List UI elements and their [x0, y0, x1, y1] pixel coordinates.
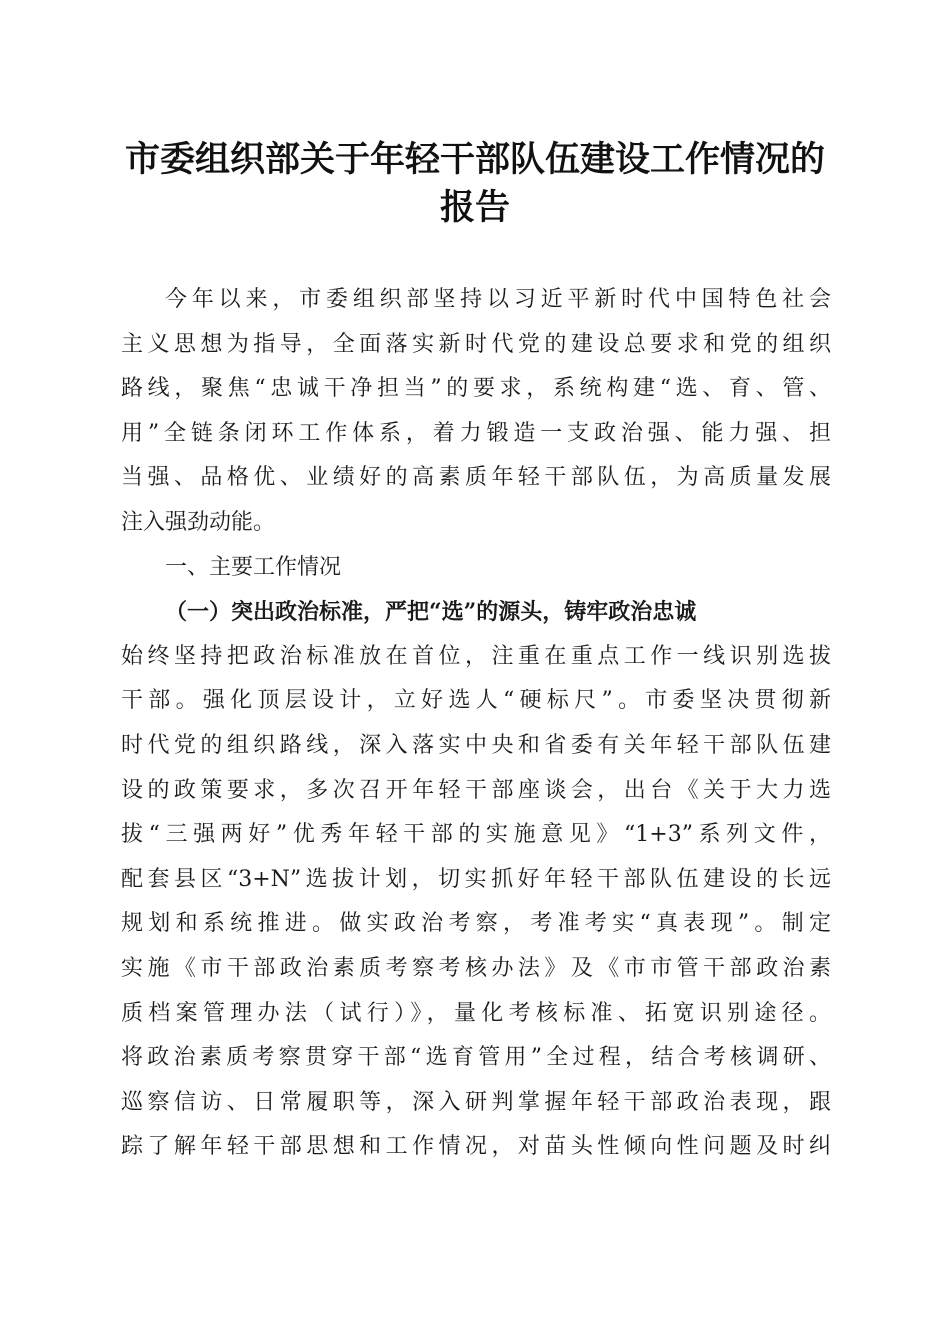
intro-line: 用”全链条闭环工作体系，着力锻造一支政治强、能力强、担 [121, 420, 831, 446]
section-heading: 一、主要工作情况 [165, 554, 342, 580]
paragraph-line: 质档案管理办法（试行）》，量化考核标准、拓宽识别途径。 [121, 1000, 831, 1026]
paragraph-line: 踪了解年轻干部思想和工作情况，对苗头性倾向性问题及时纠 [121, 1134, 831, 1160]
title-line-1: 市委组织部关于年轻干部队伍建设工作情况的 [124, 139, 825, 180]
paragraph-line: 实施《市干部政治素质考察考核办法》及《市市管干部政治素 [121, 955, 831, 981]
intro-line: 当强、品格优、业绩好的高素质年轻干部队伍，为高质量发展 [121, 465, 831, 491]
paragraph-line: 时代党的组织路线，深入落实中央和省委有关年轻干部队伍建 [121, 732, 831, 758]
intro-line: 今年以来，市委组织部坚持以习近平新时代中国特色社会 [165, 287, 831, 312]
paragraph-line: 规划和系统推进。做实政治考察，考准考实“真表现”。制定 [121, 911, 831, 937]
subsection-heading: （一）突出政治标准，严把“选”的源头，铸牢政治忠诚 [165, 599, 697, 626]
paragraph-line: 巡察信访、日常履职等，深入研判掌握年轻干部政治表现，跟 [121, 1089, 831, 1115]
paragraph-line: 设的政策要求，多次召开年轻干部座谈会，出台《关于大力选 [121, 777, 831, 803]
paragraph-line: 始终坚持把政治标准放在首位，注重在重点工作一线识别选拔 [121, 643, 831, 669]
paragraph-line: 配套县区“3+N”选拔计划，切实抓好年轻干部队伍建设的长远 [121, 866, 831, 892]
intro-line: 主义思想为指导，全面落实新时代党的建设总要求和党的组织 [121, 331, 831, 357]
paragraph-line: 干部。强化顶层设计，立好选人“硬标尺”。市委坚决贯彻新 [121, 688, 831, 714]
paragraph-line: 将政治素质考察贯穿干部“选育管用”全过程，结合考核调研、 [121, 1045, 831, 1071]
paragraph-line: 拔“三强两好”优秀年轻干部的实施意见》“1+3”系列文件， [121, 822, 831, 848]
intro-line: 路线，聚焦“忠诚干净担当”的要求，系统构建“选、育、管、 [121, 376, 831, 402]
document-title [100, 136, 850, 232]
title-line-2: 报告 [439, 187, 510, 228]
intro-line: 注入强劲动能。 [121, 509, 276, 535]
document-body [121, 278, 831, 1170]
